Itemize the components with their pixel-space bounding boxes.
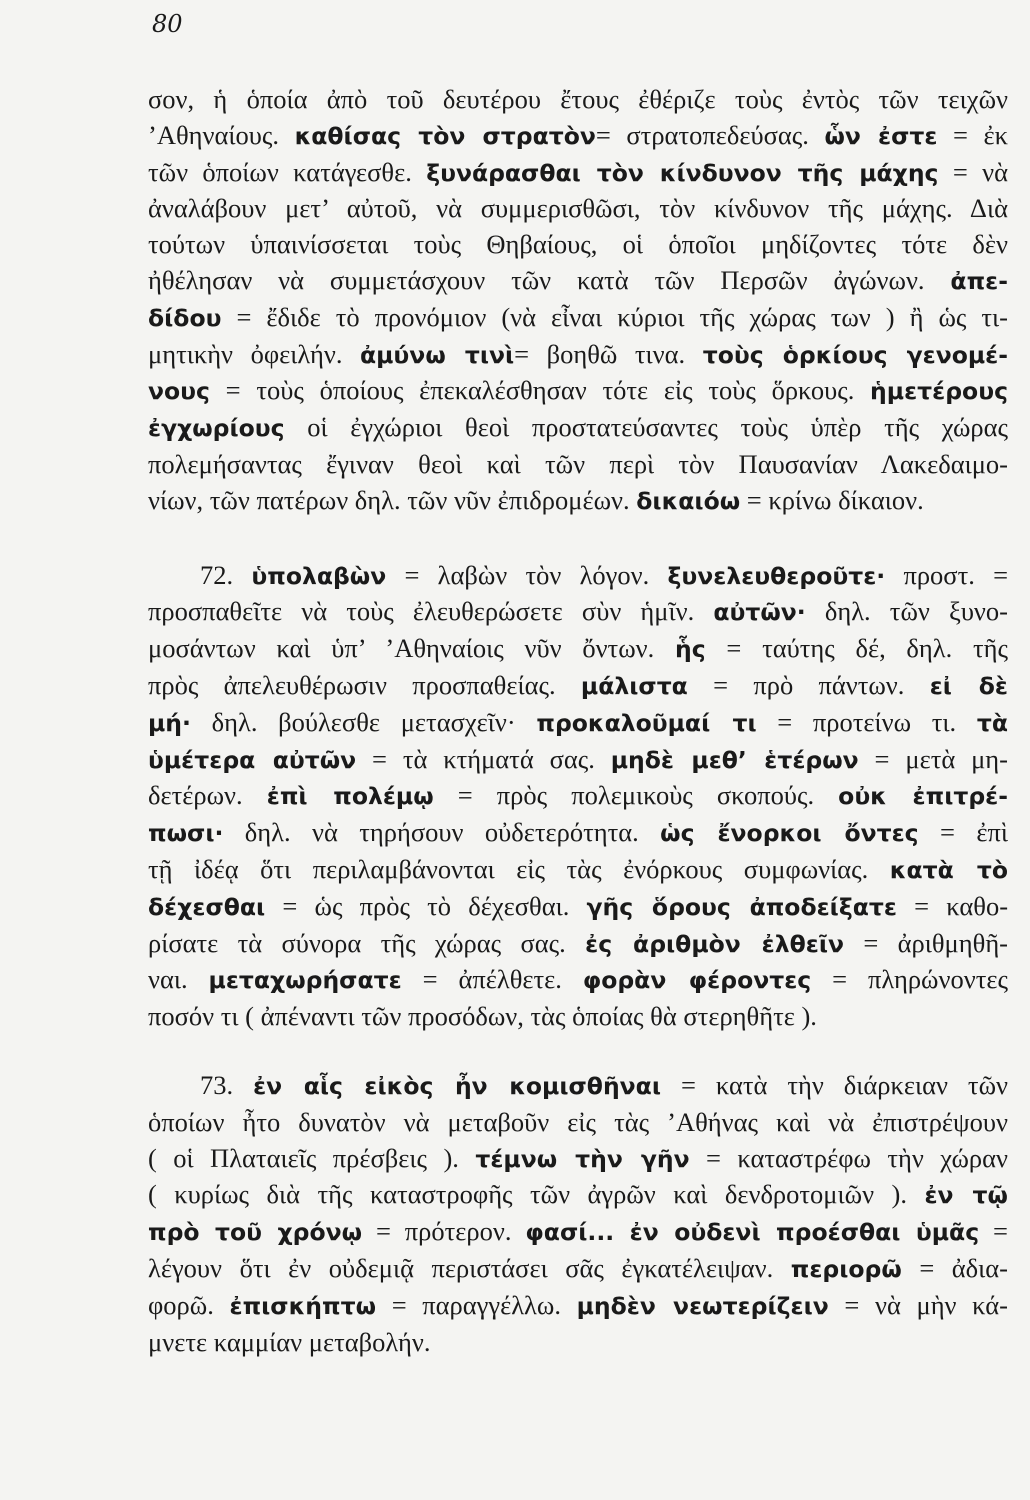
gloss-text: = μετὰ μη-	[858, 743, 1008, 774]
lemma-term: ὑμέτερα αὐτῶν	[148, 745, 357, 774]
lemma-term: καθίσας τὸν στρατὸν	[294, 121, 596, 150]
lemma-term: ἐν αἷς εἰκὸς ἦν κομισθῆναι	[253, 1071, 661, 1100]
text-line	[148, 558, 1008, 595]
lemma-term: αὐτῶν·	[713, 598, 806, 627]
gloss-text: = νὰ μὴν κά-	[828, 1289, 1008, 1320]
text-line	[148, 962, 1008, 999]
text-line	[148, 337, 1008, 374]
lemma-term: ἐγχωρίους	[148, 414, 285, 443]
commentary-text	[148, 82, 1008, 1360]
lemma-term: πρὸ τοῦ χρόνῳ	[148, 1218, 363, 1247]
text-line	[148, 999, 1008, 1035]
lemma-term: μή·	[148, 708, 191, 737]
text-line	[148, 926, 1008, 963]
text-line	[148, 815, 1008, 852]
gloss-text: = πρὸς πολεμικοὺς σκοπούς.	[433, 780, 839, 811]
gloss-text: προσπαθεῖτε νὰ τοὺς ἐλευθερώσετε σὺν ἡμῖν.	[148, 596, 714, 627]
gloss-text: προστ. =	[885, 559, 1009, 590]
text-line	[148, 410, 1008, 447]
lemma-term: πωσι·	[148, 819, 224, 848]
text-line	[148, 483, 1008, 520]
text-line	[148, 118, 1008, 155]
gloss-text: = ἐπὶ	[918, 817, 1008, 848]
gloss-text: = πρὸ πάντων.	[687, 669, 930, 700]
text-line	[148, 447, 1008, 483]
lemma-term: μάλιστα	[580, 671, 688, 700]
gloss-text: = ταύτης δέ, δηλ. τῆς	[705, 633, 1008, 664]
text-line	[148, 1105, 1008, 1141]
gloss-text: τῇ ἰδέᾳ ὅτι περιλαμβάνονται εἰς τὰς ἐνόρκους συμφωνίας.	[148, 853, 890, 884]
gloss-text: ποσόν τι ( ἀπέναντι τῶν προσόδων, τὰς ὁποίας θὰ στερηθῆτε ).	[148, 1001, 817, 1032]
text-line	[148, 263, 1008, 300]
lemma-term: γῆς ὅρους ἀποδείξατε	[586, 892, 897, 921]
lemma-term: ὡς ἔνορκοι ὄντες	[660, 819, 919, 848]
text-line	[148, 155, 1008, 192]
lemma-term: μεταχωρήσατε	[208, 966, 402, 995]
lemma-term: ἀπε-	[950, 266, 1008, 295]
lemma-term: ἧς	[674, 635, 706, 664]
lemma-term: ἐς ἀριθμὸν ἐλθεῖν	[585, 929, 844, 958]
lemma-term: περιορῶ	[790, 1254, 902, 1283]
gloss-text: = στρατοπεδεύσας.	[595, 119, 825, 150]
gloss-text: = πληρώνοντες	[811, 964, 1008, 995]
text-line	[148, 1251, 1008, 1288]
gloss-text: = βοηθῶ τινα.	[514, 338, 703, 369]
gloss-text: 73.	[200, 1069, 254, 1100]
gloss-text: φορῶ.	[148, 1289, 230, 1320]
gloss-text: ( κυρίως διὰ τῆς καταστροφῆς τῶν ἀγρῶν καὶ δενδροτομιῶν ).	[148, 1179, 925, 1210]
gloss-text: ἀναλάβουν μετ’ αὐτοῦ, νὰ συμμερισθῶσι, τὸν κίνδυνον τῆς μάχης. Διὰ	[148, 193, 1008, 224]
lemma-term: φορὰν φέροντες	[582, 966, 812, 995]
lemma-term: ἐπὶ πολέμῳ	[266, 782, 434, 811]
gloss-text: = πρότερον.	[362, 1216, 526, 1247]
lemma-term: ἐπισκήπτω	[229, 1291, 377, 1320]
lemma-term: προκαλοῦμαί τι	[536, 708, 757, 737]
gloss-text: μοσάντων καὶ ὑπ’ ’Αθηναίοις νῦν ὄντων.	[148, 633, 675, 664]
gloss-text: = καθο-	[896, 890, 1009, 921]
text-line	[148, 778, 1008, 815]
text-line	[148, 1141, 1008, 1178]
lemma-term: φασί... ἐν οὐδενὶ προέσθαι ὑμᾶς	[525, 1218, 980, 1247]
gloss-text: = ὡς πρὸς τὸ δέχεσθαι.	[265, 890, 587, 921]
lemma-term: τοὺς ὁρκίους γενομέ-	[702, 340, 1008, 369]
gloss-text: ἠθέλησαν νὰ συμμετάσχουν τῶν κατὰ τῶν Περσῶν ἀγώνων.	[148, 264, 951, 295]
lemma-term: ξυνελευθεροῦτε·	[667, 561, 886, 590]
lemma-term: ἡμετέρους	[870, 377, 1008, 406]
lemma-term: ξυνάρασθαι τὸν κίνδυνον τῆς μάχης	[426, 158, 939, 187]
gloss-text: = ἀριθμηθῆ-	[844, 927, 1008, 958]
gloss-text: = τὰ κτήματά σας.	[356, 743, 611, 774]
gloss-text: πρὸς ἀπελευθέρωσιν προσπαθείας.	[148, 669, 581, 700]
text-line	[148, 742, 1008, 779]
gloss-text: = ἐκ	[937, 119, 1009, 150]
text-line	[148, 191, 1008, 227]
text-line	[148, 82, 1008, 118]
gloss-text: πολεμήσαντας ἔγιναν θεοὶ καὶ τῶν περὶ τὸν Παυσανίαν Λακεδαιμο-	[148, 448, 1008, 479]
gloss-text: ’Αθηναίους.	[148, 119, 295, 150]
lemma-term: δέχεσθαι	[148, 892, 266, 921]
gloss-text: = καταστρέφω τὴν χώραν	[689, 1142, 1008, 1173]
lemma-term: ἐν τῷ	[924, 1181, 1008, 1210]
gloss-text: = ἔδιδε τὸ προνόμιον (νὰ εἶναι κύριοι τῆς χώρας των ) ἢ ὡς τι-	[221, 301, 1008, 332]
lemma-term: τέμνω τὴν γῆν	[475, 1144, 690, 1173]
page-number: 80	[152, 10, 183, 38]
lemma-term: κατὰ τὸ	[889, 855, 1008, 884]
gloss-text: =	[979, 1216, 1008, 1247]
text-line	[148, 1325, 1008, 1361]
gloss-text: = κρίνω δίκαιον.	[740, 484, 924, 515]
lemma-term: ἀμύνω τινὶ	[360, 340, 515, 369]
lemma-term: δικαιόω	[636, 486, 741, 515]
gloss-text: = κατὰ τὴν διάρκειαν τῶν	[660, 1069, 1009, 1100]
gloss-text: ( οἱ Πλαταιεῖς πρέσβεις ).	[148, 1142, 476, 1173]
gloss-text: = τοὺς ὁποίους ἐπεκαλέσθησαν τότε εἰς τοὺς ὅρκους.	[209, 375, 871, 406]
text-line	[148, 227, 1008, 263]
gloss-text: δηλ. τῶν ξυνο-	[805, 596, 1008, 627]
lemma-term: νους	[148, 377, 210, 406]
gloss-text: λέγουν ὅτι ἐν οὐδεμιᾷ περιστάσει σᾶς ἐγκατέλειψαν.	[148, 1252, 791, 1283]
gloss-text: τῶν ὁποίων κατάγεσθε.	[148, 156, 427, 187]
gloss-text: δηλ. βούλεσθε μετασχεῖν·	[190, 706, 537, 737]
text-line	[148, 594, 1008, 631]
lemma-term: μηδὲ μεθ’ ἑτέρων	[610, 745, 859, 774]
lemma-term: ὧν ἐστε	[824, 121, 938, 150]
text-line	[148, 1068, 1008, 1105]
text-line	[148, 1177, 1008, 1214]
gloss-text: νίων, τῶν πατέρων δηλ. τῶν νῦν ἐπιδρομέων.	[148, 484, 637, 515]
gloss-text: δηλ. νὰ τηρήσουν οὐδετερότητα.	[223, 817, 661, 848]
gloss-text: σον, ἡ ὁποία ἀπὸ τοῦ δευτέρου ἔτους ἐθέριζε τοὺς ἐντὸς τῶν τειχῶν	[148, 84, 1008, 114]
text-line	[148, 1288, 1008, 1325]
text-line	[148, 631, 1008, 668]
paragraph-72	[148, 558, 1008, 1035]
lemma-term: ὑπολαβὼν	[251, 561, 387, 590]
text-line	[148, 373, 1008, 410]
gloss-text: = προτείνω τι.	[756, 706, 977, 737]
gloss-text: = παραγγέλλω.	[376, 1289, 577, 1320]
gloss-text: 72.	[200, 559, 252, 590]
lemma-term: τὰ	[976, 708, 1008, 737]
gloss-text: μνετε καμμίαν μεταβολήν.	[148, 1326, 431, 1357]
text-line	[148, 300, 1008, 337]
gloss-text: δετέρων.	[148, 780, 267, 811]
text-line	[148, 889, 1008, 926]
text-line	[148, 852, 1008, 889]
paragraph-70	[148, 82, 1008, 520]
gloss-text: = ἀδια-	[901, 1252, 1008, 1283]
text-line	[148, 705, 1008, 742]
gloss-text: ναι.	[148, 964, 209, 995]
gloss-text: τούτων ὑπαινίσσεται τοὺς Θηβαίους, οἱ ὁποῖοι μηδίζοντες τότε δὲν	[148, 229, 1008, 260]
lemma-term: μηδὲν νεωτερίζειν	[576, 1291, 829, 1320]
text-line	[148, 668, 1008, 705]
gloss-text: = νὰ	[938, 156, 1008, 187]
lemma-term: οὐκ ἐπιτρέ-	[838, 782, 1009, 811]
text-line	[148, 1214, 1008, 1251]
gloss-text: μητικὴν ὀφειλήν.	[148, 338, 360, 369]
gloss-text: ὁποίων ἦτο δυνατὸν νὰ μεταβοῦν εἰς τὰς ’Αθήνας καὶ νὰ ἐπιστρέψουν	[148, 1106, 1008, 1137]
lemma-term: εἰ δὲ	[929, 671, 1009, 700]
paragraph-73	[148, 1068, 1008, 1360]
gloss-text: ρίσατε τὰ σύνορα τῆς χώρας σας.	[148, 927, 586, 958]
gloss-text: οἱ ἐγχώριοι θεοὶ προστατεύσαντες τοὺς ὑπὲρ τῆς χώρας	[284, 412, 1008, 443]
gloss-text: = ἀπέλθετε.	[401, 964, 583, 995]
lemma-term: δίδου	[148, 303, 222, 332]
gloss-text: = λαβὼν τὸν λόγον.	[386, 559, 668, 590]
